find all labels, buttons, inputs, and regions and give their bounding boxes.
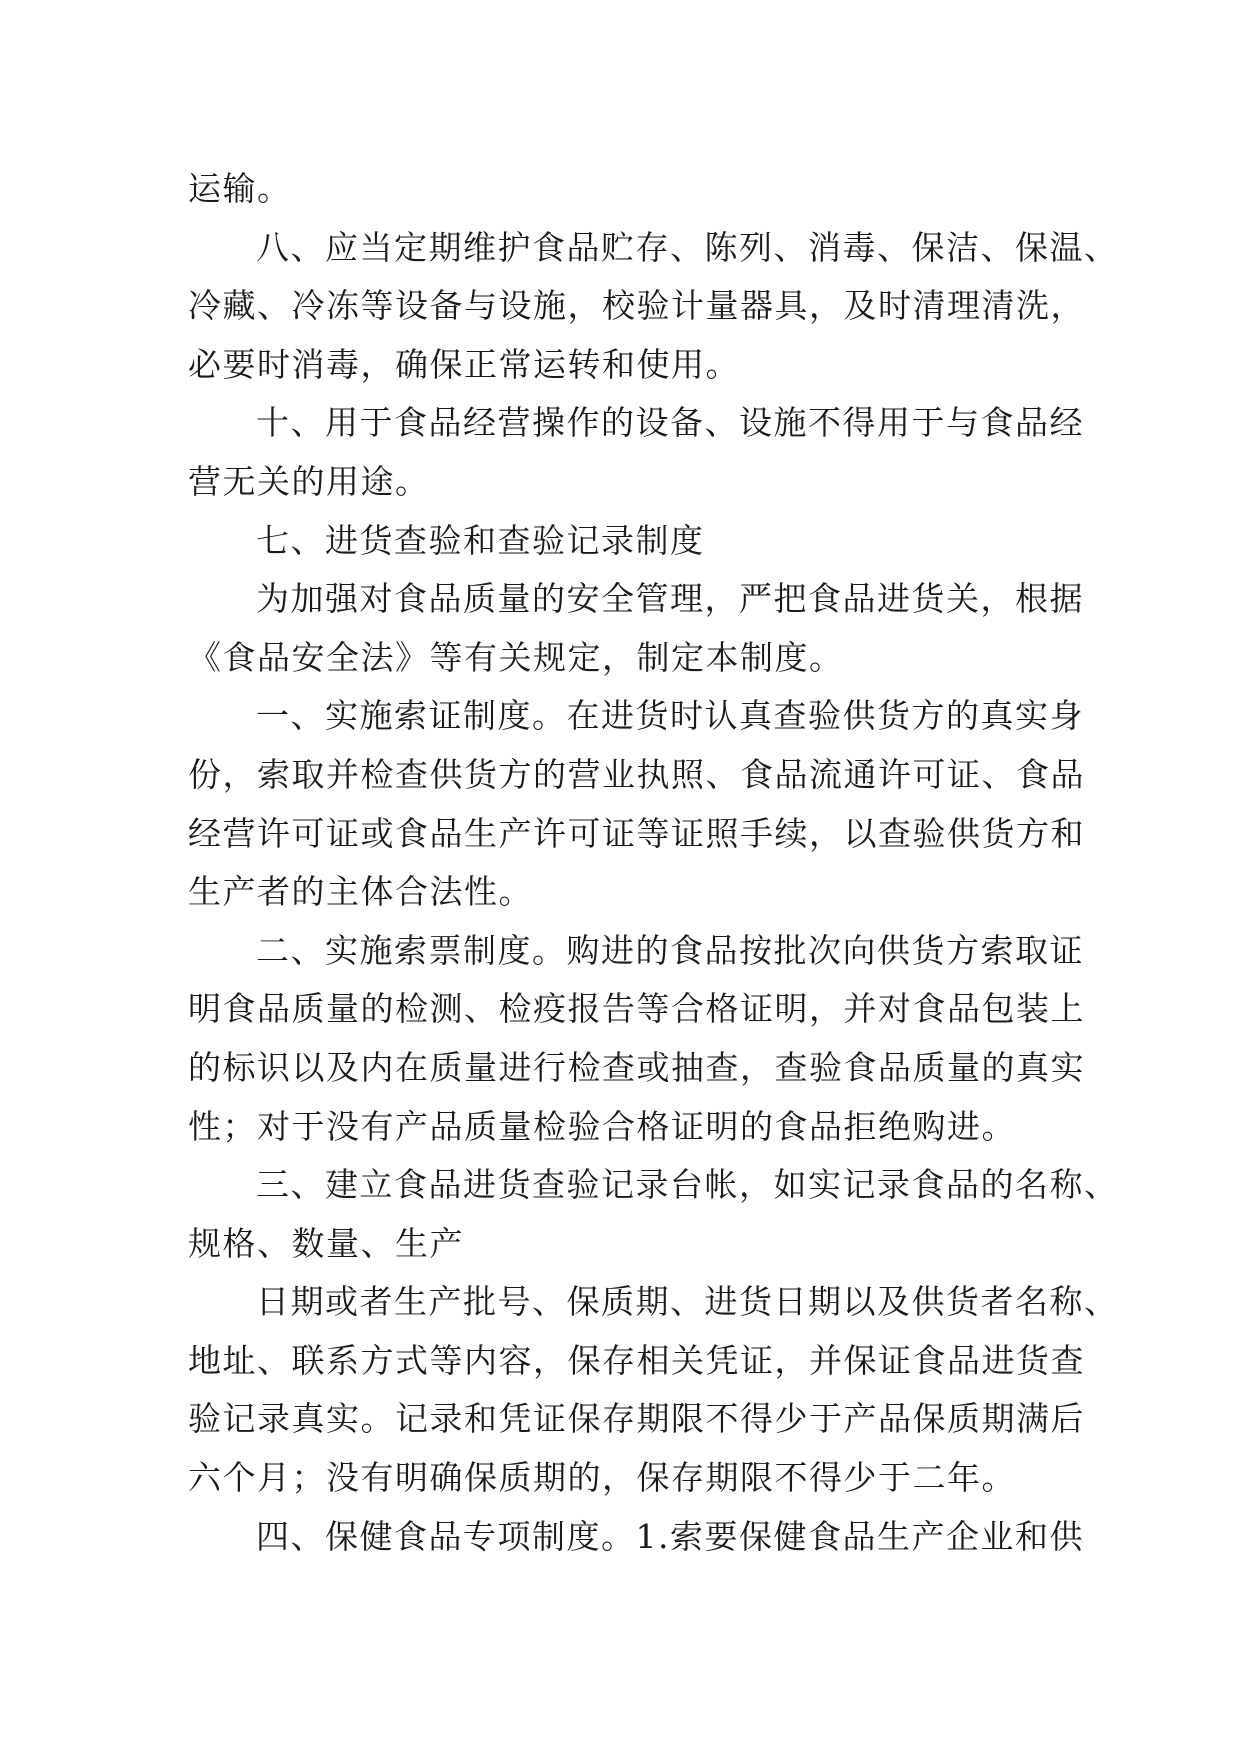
document-body bbox=[188, 160, 1119, 1566]
paragraph bbox=[188, 1508, 1084, 1567]
text-line: 七、进货查验和查验记录制度 bbox=[256, 520, 705, 560]
text-line: 经营许可证或食品生产许可证等证照手续，以查验供货方和 bbox=[188, 813, 1085, 853]
text-line: 营无关的用途。 bbox=[188, 461, 430, 501]
text-line: 地址、联系方式等内容，保存相关凭证，并保证食品进货查 bbox=[188, 1340, 1085, 1380]
text-line: 四、保健食品专项制度。1.索要保健食品生产企业和供 bbox=[256, 1516, 1084, 1556]
text-line: 明食品质量的检测、检疫报告等合格证明，并对食品包装上 bbox=[188, 989, 1085, 1029]
text-line: 二、实施索票制度。购进的食品按批次向供货方索取证 bbox=[256, 930, 1084, 970]
text-line: 性；对于没有产品质量检验合格证明的食品拒绝购进。 bbox=[188, 1106, 1016, 1146]
text-line: 为加强对食品质量的安全管理，严把食品进货关，根据 bbox=[256, 579, 1084, 619]
text-line: 三、建立食品进货查验记录台帐，如实记录食品的名称、 bbox=[256, 1165, 1119, 1205]
paragraph bbox=[188, 394, 1084, 511]
text-line: 八、应当定期维护食品贮存、陈列、消毒、保洁、保温、 bbox=[256, 227, 1119, 267]
text-line: 份，索取并检查供货方的营业执照、食品流通许可证、食品 bbox=[188, 754, 1085, 794]
text-line: 运输。 bbox=[188, 169, 292, 208]
paragraph bbox=[188, 512, 1068, 571]
text-line: 日期或者生产批号、保质期、进货日期以及供货者名称、 bbox=[256, 1282, 1119, 1322]
paragraph bbox=[188, 687, 1085, 921]
text-line: 的标识以及内在质量进行检查或抽查，查验食品质量的真实 bbox=[188, 1047, 1085, 1087]
text-line: 冷藏、冷冻等设备与设施，校验计量器具，及时清理清洗， bbox=[188, 286, 1085, 326]
paragraph bbox=[188, 1273, 1119, 1507]
paragraph bbox=[188, 570, 1084, 687]
text-line: 必要时消毒，确保正常运转和使用。 bbox=[188, 344, 740, 384]
paragraph bbox=[188, 219, 1119, 395]
text-line: 生产者的主体合法性。 bbox=[188, 872, 533, 912]
text-line: 一、实施索证制度。在进货时认真查验供货方的真实身 bbox=[256, 696, 1084, 736]
text-line: 十、用于食品经营操作的设备、设施不得用于与食品经 bbox=[256, 403, 1084, 443]
text-line: 《食品安全法》等有关规定，制定本制度。 bbox=[188, 637, 844, 677]
paragraph bbox=[188, 160, 1068, 219]
paragraph bbox=[188, 1156, 1119, 1273]
text-line: 验记录真实。记录和凭证保存期限不得少于产品保质期满后 bbox=[188, 1399, 1085, 1439]
text-line: 六个月；没有明确保质期的，保存期限不得少于二年。 bbox=[188, 1458, 1016, 1498]
text-line: 规格、数量、生产 bbox=[188, 1223, 464, 1263]
paragraph bbox=[188, 922, 1085, 1156]
